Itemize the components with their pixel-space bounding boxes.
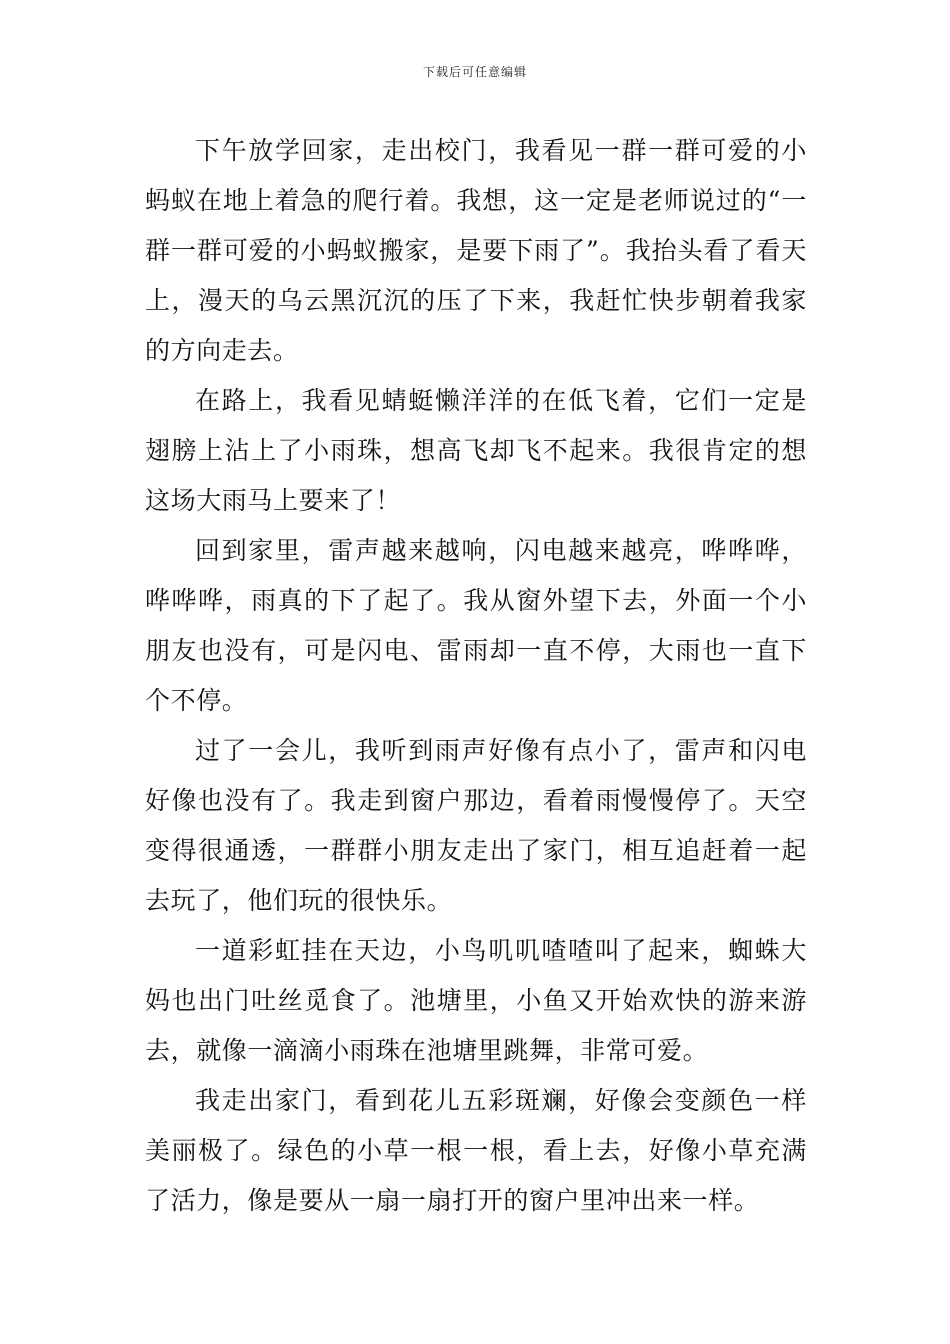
paragraph-3: 回到家里，雷声越来越响，闪电越来越亮，哗哗哗，哗哗哗，雨真的下了起了。我从窗外望下去，外面一个小朋友也没有，可是闪电、雷雨却一直不停，大雨也一直下个不停。 <box>145 536 807 715</box>
paragraph-4: 过了一会儿，我听到雨声好像有点小了，雷声和闪电好像也没有了。我走到窗户那边，看着雨慢慢停了。天空变得很通透，一群群小朋友走出了家门，相互追赶着一起去玩了，他们玩的很快乐。 <box>145 736 807 915</box>
paragraph-1: 下午放学回家，走出校门，我看见一群一群可爱的小蚂蚁在地上着急的爬行着。我想，这一定是老师说过的“一群一群可爱的小蚂蚁搬家，是要下雨了”。我抬头看了看天上，漫天的乌云黑沉沉的压了下来，我赶忙快步朝着我家的方向走去。 <box>145 136 807 365</box>
document-body <box>145 126 807 1226</box>
paragraph-5: 一道彩虹挂在天边，小鸟叽叽喳喳叫了起来，蜘蛛大妈也出门吐丝觅食了。池塘里，小鱼又开始欢快的游来游去，就像一滴滴小雨珠在池塘里跳舞，非常可爱。 <box>145 936 807 1065</box>
paragraph-6: 我走出家门，看到花儿五彩斑斓，好像会变颜色一样美丽极了。绿色的小草一根一根，看上去，好像小草充满了活力，像是要从一扇一扇打开的窗户里冲出来一样。 <box>145 1086 807 1215</box>
paragraph-2: 在路上，我看见蜻蜓懒洋洋的在低飞着，它们一定是翅膀上沾上了小雨珠，想高飞却飞不起来。我很肯定的想这场大雨马上要来了！ <box>145 386 807 515</box>
page-header: 下载后可任意编辑 <box>422 65 527 79</box>
